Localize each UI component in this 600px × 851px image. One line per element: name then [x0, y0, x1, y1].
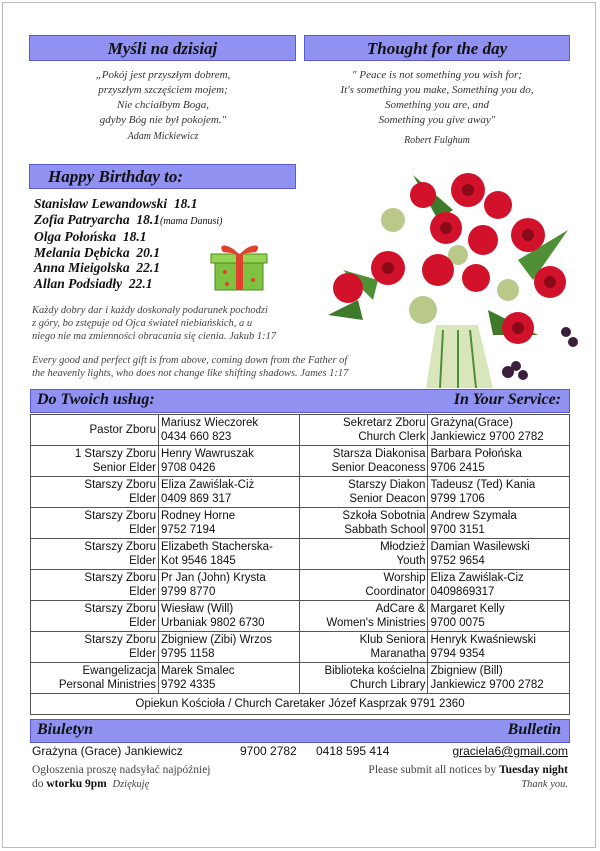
quote-line: Something you are, and	[384, 99, 490, 111]
birthday-banner	[29, 164, 296, 189]
service-role	[300, 663, 428, 694]
birthday-list	[34, 196, 223, 291]
service-cell-line: Starszy Zboru	[84, 603, 156, 615]
service-cell-line: Starszy Zboru	[84, 634, 156, 646]
service-cell-line: Women's Ministries	[326, 617, 426, 629]
service-role	[31, 632, 159, 663]
service-cell-line: 9794 9354	[430, 648, 485, 660]
birthday-note: (mama Danusi)	[160, 215, 223, 227]
birthday-entry	[34, 276, 223, 292]
service-cell-line: Szkoła Sobotnia	[342, 510, 426, 522]
birthday-entry	[34, 196, 223, 212]
service-role	[300, 415, 428, 446]
thought-title-polish: Myśli na dzisiaj	[107, 39, 218, 58]
service-title-english: In Your Service:	[453, 391, 561, 408]
verse-line: z góry, bo zstępuje od Ojca świateł niebiańskich, a u	[32, 318, 253, 329]
service-cell-line: Eliza Zawiślak-Ciz	[430, 572, 524, 584]
service-row	[31, 446, 570, 477]
service-role	[300, 632, 428, 663]
service-cell-line: Tadeusz (Ted) Kania	[430, 479, 536, 491]
service-cell-line: 9752 9654	[430, 555, 485, 567]
verse-line: Every good and perfect gift is from above, coming down from the Father of	[32, 355, 348, 366]
service-person	[428, 632, 570, 663]
service-role	[31, 570, 159, 601]
service-cell-line: Młodzież	[380, 541, 426, 553]
service-role	[31, 601, 159, 632]
birthday-name: Allan Podsiadły	[34, 275, 123, 291]
service-person	[428, 415, 570, 446]
service-cell-line: Church Library	[350, 679, 426, 691]
service-row	[31, 601, 570, 632]
service-role	[300, 570, 428, 601]
notice-line: Ogłoszenia proszę nadsyłać najpóźniej	[32, 764, 211, 776]
service-cell-line: Ewangelizacja	[82, 665, 156, 677]
notice-line	[32, 777, 211, 792]
birthday-date: 18.1	[122, 229, 147, 244]
quote-line: Nie chciałbym Boga,	[117, 99, 209, 111]
service-cell-line: 0409869317	[430, 586, 495, 598]
service-person	[158, 663, 300, 694]
quote-line: " Peace is not something you wish for;	[352, 69, 522, 81]
service-person	[428, 601, 570, 632]
service-row	[31, 415, 570, 446]
service-person	[428, 508, 570, 539]
birthday-entry	[34, 229, 223, 245]
quote-line: przyszłym szczęściem mojem;	[98, 84, 228, 96]
service-cell-line: Mariusz Wieczorek	[160, 417, 259, 429]
service-cell-line: Starszy Zboru	[84, 479, 156, 491]
english-quote-author: Robert Fulghum	[404, 135, 470, 146]
notice-line	[368, 763, 568, 777]
service-cell-line: Elder	[129, 648, 156, 660]
service-cell-line: Coordinator	[365, 586, 426, 598]
thought-banner-english	[304, 35, 570, 61]
birthday-name: Anna Mieigolska	[34, 260, 130, 275]
bulletin-title-polish: Biuletyn	[37, 721, 94, 738]
service-cell-line: Jankiewicz 9700 2782	[430, 431, 544, 443]
church-caretaker: Opiekun Kościoła / Church Caretaker Józef Kasprzak 9791 2360	[31, 694, 570, 715]
service-cell-line: 9792 4335	[160, 679, 216, 691]
service-person	[158, 539, 300, 570]
service-cell-line: Zbigniew (Bill)	[430, 665, 503, 677]
service-title-polish: Do Twoich usług:	[37, 391, 155, 408]
quote-line: „Pokój jest przyszłym dobrem,	[95, 69, 231, 81]
service-cell-line: Margaret Kelly	[430, 603, 505, 615]
service-cell-line: Starszy Zboru	[84, 541, 156, 553]
bulletin-phone-1: 9700 2782	[240, 744, 297, 758]
notice-deadline: wtorku 9pm	[46, 778, 107, 790]
service-cell-line: Starsza Diakonisa	[332, 448, 426, 460]
service-person	[158, 415, 300, 446]
service-row	[31, 632, 570, 663]
service-cell-line: Damian Wasilewski	[430, 541, 530, 553]
service-cell-line: Henry Wawruszak	[160, 448, 254, 460]
notice-text: Please submit all notices by	[368, 764, 500, 776]
quote-line: Something you give away"	[378, 114, 496, 126]
birthday-date: 22.1	[128, 275, 153, 291]
birthday-title: Happy Birthday to:	[48, 167, 184, 186]
verse-line: niego nie ma zmienności obracania się cienia. Jakub 1:17	[32, 331, 277, 342]
service-cell-line: Elder	[129, 493, 156, 505]
service-cell-line: Personal Ministries	[58, 679, 156, 691]
gift-icon	[207, 240, 271, 292]
birthday-date: 18.1	[136, 211, 160, 227]
service-cell-line: Urbaniak 9802 6730	[160, 617, 265, 629]
service-cell-line: 9700 0075	[430, 617, 485, 629]
flower-bouquet-image	[318, 160, 590, 388]
birthday-name: Stanisław Lewandowski	[34, 196, 168, 211]
service-role	[31, 415, 159, 446]
service-cell-line: Biblioteka kościelna	[324, 665, 426, 677]
notice-text: do	[32, 778, 47, 790]
thought-banner-polish	[29, 35, 296, 61]
service-cell-line: AdCare &	[375, 603, 426, 615]
quote-line: gdyby Bóg nie był pokojem."	[99, 114, 227, 126]
service-cell-line: 9795 1158	[160, 648, 215, 660]
service-role	[31, 446, 159, 477]
service-row	[31, 477, 570, 508]
service-cell-line: Church Clerk	[358, 431, 426, 443]
service-person	[428, 446, 570, 477]
service-cell-line: Pr Jan (John) Krysta	[160, 572, 266, 584]
service-cell-line: Senior Deaconess	[331, 462, 426, 474]
service-cell-line: Worship	[383, 572, 426, 584]
service-cell-line: Eliza Zawiślak-Ciż	[160, 479, 255, 491]
service-cell-line: 9708 0426	[160, 462, 216, 474]
service-cell-line: Starszy Zboru	[84, 510, 156, 522]
service-cell-line: 9799 1706	[430, 493, 485, 505]
service-person	[158, 508, 300, 539]
birthday-entry	[34, 260, 223, 276]
birthday-date: 20.1	[136, 244, 160, 260]
service-banner	[30, 389, 570, 413]
service-cell-line: Sabbath School	[344, 524, 426, 536]
notice-thanks: Dziękuję	[112, 779, 150, 790]
service-cell-line: Youth	[396, 555, 426, 567]
service-role	[31, 477, 159, 508]
service-cell-line: 9752 7194	[160, 524, 216, 536]
polish-quote	[30, 68, 296, 128]
service-cell-line: Kot 9546 1845	[160, 555, 236, 567]
verse-polish	[32, 304, 276, 343]
service-person	[158, 601, 300, 632]
service-cell-line: 0434 660 823	[160, 431, 232, 443]
service-role	[300, 508, 428, 539]
thought-title-english: Thought for the day	[366, 39, 508, 58]
service-person	[428, 539, 570, 570]
birthday-name: Melania Dębicka	[34, 244, 130, 260]
bulletin-phone-2: 0418 595 414	[316, 744, 390, 758]
service-cell-line: Barbara Połońska	[430, 448, 522, 460]
service-person	[428, 477, 570, 508]
service-cell-line: Elizabeth Stacherska-	[160, 541, 273, 553]
service-cell-line: Starszy Diakon	[348, 479, 426, 491]
service-person	[428, 570, 570, 601]
service-role	[31, 539, 159, 570]
birthday-entry	[34, 212, 223, 230]
service-cell-line: Starszy Zboru	[84, 572, 156, 584]
bulletin-editor: Grażyna (Grace) Jankiewicz	[32, 744, 183, 758]
service-role	[31, 663, 159, 694]
polish-quote-author: Adam Mickiewicz	[127, 131, 199, 142]
bulletin-email-link[interactable]: graciela6@gmail.com	[452, 744, 568, 758]
service-cell-line: Henryk Kwaśniewski	[430, 634, 536, 646]
service-cell-line: 9799 8770	[160, 586, 216, 598]
notice-english	[368, 763, 568, 792]
service-cell-line: Pastor Zboru	[89, 424, 156, 436]
service-cell-line: Zbigniew (Zibi) Wrzos	[160, 634, 272, 646]
service-cell-line: Grażyna(Grace)	[430, 417, 513, 429]
service-cell-line: Jankiewicz 9700 2782	[430, 679, 544, 691]
service-role	[31, 508, 159, 539]
service-cell-line: 1 Starszy Zboru	[74, 448, 156, 460]
service-cell-line: Sekretarz Zboru	[343, 417, 426, 429]
service-cell-line: 9700 3151	[430, 524, 485, 536]
service-row	[31, 663, 570, 694]
service-person	[158, 446, 300, 477]
service-role	[300, 446, 428, 477]
service-person	[158, 632, 300, 663]
notice-deadline: Tuesday night	[499, 764, 568, 776]
service-cell-line: Elder	[129, 555, 156, 567]
service-person	[158, 570, 300, 601]
service-cell-line: Marek Smalec	[160, 665, 235, 677]
service-person	[428, 663, 570, 694]
service-row	[31, 570, 570, 601]
bulletin-banner	[30, 719, 570, 743]
english-quote	[304, 68, 570, 128]
birthday-date: 18.1	[173, 196, 198, 211]
verse-line: Każdy dobry dar i każdy doskonały podarunek pochodzi	[32, 305, 268, 316]
service-cell-line: Senior Elder	[92, 462, 156, 474]
service-row	[31, 508, 570, 539]
birthday-date: 22.1	[136, 260, 161, 275]
service-role	[300, 601, 428, 632]
service-cell-line: Elder	[129, 586, 156, 598]
birthday-name: Zofia Patryarcha	[34, 211, 130, 227]
service-cell-line: 0409 869 317	[160, 493, 232, 505]
service-table	[30, 414, 570, 715]
service-cell-line: Elder	[129, 617, 156, 629]
birthday-name: Olga Połońska	[34, 229, 117, 244]
service-person	[158, 477, 300, 508]
service-cell-line: Andrew Szymala	[430, 510, 517, 522]
service-role	[300, 539, 428, 570]
verse-line: the heavenly lights, who does not change like shifting shadows. James 1:17	[32, 368, 349, 379]
birthday-entry	[34, 245, 223, 261]
verse-english	[32, 354, 348, 380]
service-row	[31, 539, 570, 570]
service-cell-line: Wiesław (Will)	[160, 603, 234, 615]
notice-thanks: Thank you.	[521, 779, 568, 790]
bulletin-title-english: Bulletin	[507, 721, 561, 738]
service-cell-line: Elder	[129, 524, 156, 536]
notice-polish	[32, 763, 211, 792]
service-role	[300, 477, 428, 508]
quote-line: It's something you make, Something you do,	[340, 84, 534, 96]
service-cell-line: Maranatha	[370, 648, 426, 660]
service-cell-line: Klub Seniora	[359, 634, 426, 646]
service-cell-line: Senior Deacon	[349, 493, 426, 505]
service-cell-line: 9706 2415	[430, 462, 485, 474]
caretaker-row	[31, 694, 570, 715]
service-cell-line: Rodney Horne	[160, 510, 236, 522]
